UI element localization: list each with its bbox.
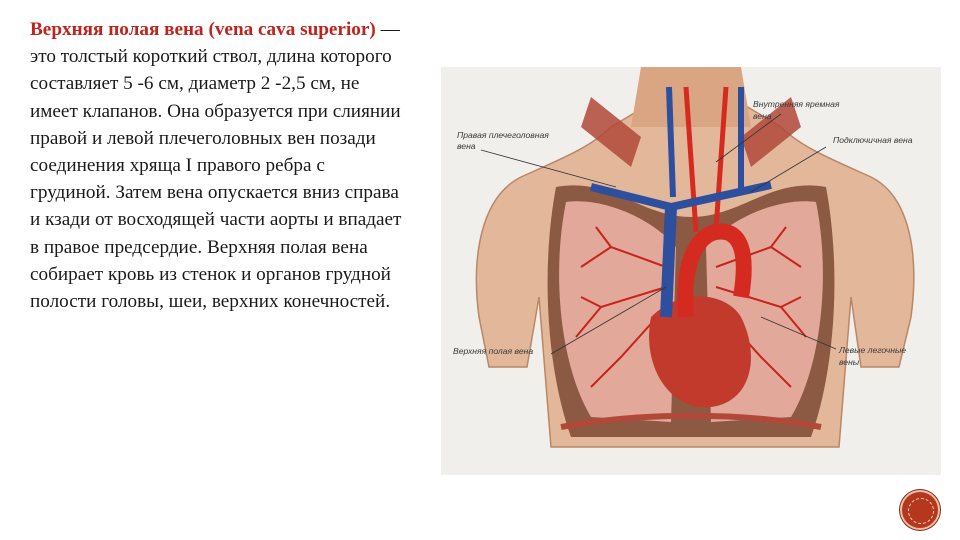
label-pulmonary-2: вены [839, 357, 860, 367]
label-pulmonary-1: Левые легочные [839, 345, 907, 355]
thorax-drawing [441, 67, 941, 475]
label-jugular-1: Внутренняя яремная [753, 99, 840, 109]
label-brachiocephalic-1: Правая плечеголовная [457, 130, 549, 140]
label-subclavian: Подключичная вена [833, 135, 913, 145]
label-jugular-2: вена [753, 111, 772, 121]
term-svc: Верхняя полая вена (vena cava superior) [30, 19, 376, 40]
label-svc: Верхняя полая вена [453, 346, 534, 356]
slide-ornament-icon [900, 490, 940, 530]
description-text: — это толстый короткий ствол, длина которого составляет 5 -6 см, диаметр 2 -2,5 см, не имеет клапанов. Она образуется при слиянии правой и левой плечеголовных вен позади соединения хряща I правого ребра с грудиной. Затем вена опускается вниз справа и кзади от восходящей части аорты и впадает в правое предсердие. Верхняя полая вена собирает кровь из стенок и органов грудной полости головы, шеи, верхних конечностей. [30, 19, 402, 313]
description-paragraph [30, 16, 405, 315]
anatomy-illustration [441, 67, 941, 475]
label-brachiocephalic-2: вена [457, 141, 476, 151]
